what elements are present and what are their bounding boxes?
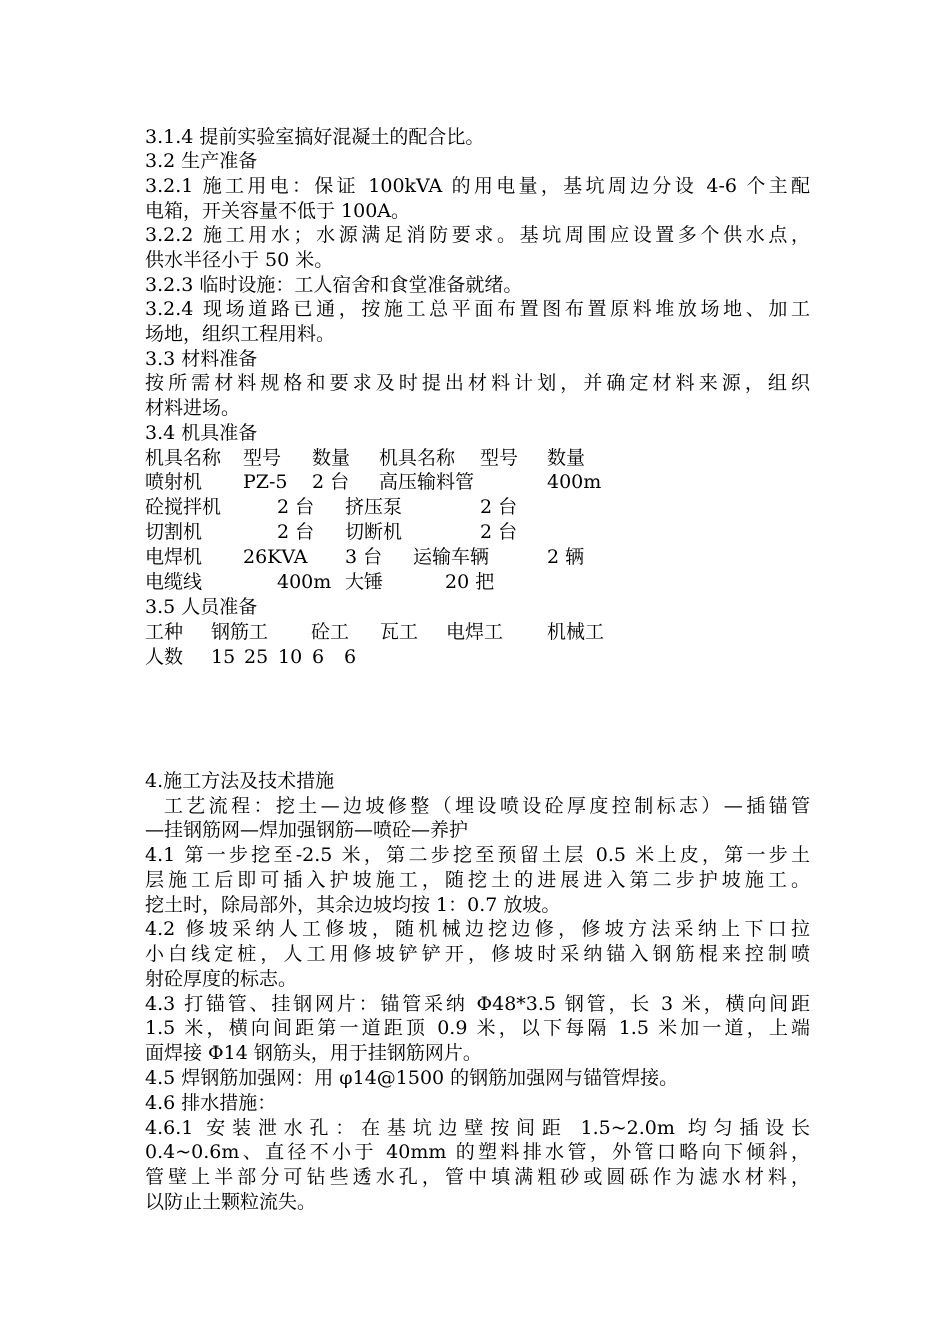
para-4-3-line-1: 4.3 打锚管、挂钢网片：锚管采纳 Φ48*3.5 钢管，长 3 米，横向间距 bbox=[145, 993, 810, 1015]
equipment-cell: 400m bbox=[547, 471, 602, 493]
equipment-cell: 运输车辆 bbox=[413, 546, 490, 568]
para-4-3-line-2: 1.5 米，横向间距第一道距顶 0.9 米，以下每隔 1.5 米加一道，上端 bbox=[145, 1017, 810, 1039]
staff-header-cell: 机械工 bbox=[547, 621, 605, 643]
staff-header-cell: 砼工 bbox=[311, 621, 350, 643]
equipment-table-row bbox=[145, 520, 810, 544]
equipment-header-qty-1: 数量 bbox=[312, 447, 351, 469]
equipment-cell: 20 把 bbox=[445, 571, 495, 593]
equipment-cell: 切割机 bbox=[145, 521, 203, 543]
equipment-table-row bbox=[145, 495, 810, 519]
equipment-cell: 挤压泵 bbox=[345, 496, 403, 518]
equipment-header-model-1: 型号 bbox=[243, 447, 282, 469]
text-3-2-3: 3.2.3 临时设施：工人宿舍和食堂准备就绪。 bbox=[145, 274, 523, 296]
para-3-2-2-line-1: 3.2.2 施工用水；水源满足消防要求。基坑周围应设置多个供水点， bbox=[145, 224, 810, 246]
text-4-6: 4.6 排水措施： bbox=[145, 1092, 277, 1114]
equipment-cell: 2 台 bbox=[277, 521, 315, 543]
staff-count-cell: 6 bbox=[344, 646, 357, 668]
para-3-2-1-line-1: 3.2.1 施工用电：保证 100kVA 的用电量，基坑周边分设 4-6 个主配 bbox=[145, 175, 810, 197]
equipment-cell: 2 台 bbox=[312, 471, 350, 493]
equipment-cell: 电焊机 bbox=[145, 546, 203, 568]
staff-header-cell: 钢筋工 bbox=[211, 621, 269, 643]
staff-count-cell: 10 bbox=[278, 646, 303, 668]
para-3-2-4-line-1: 3.2.4 现场道路已通，按施工总平面布置图布置原料堆放场地、加工 bbox=[145, 298, 810, 320]
para-3-2-2-line-2: 供水半径小于 50 米。 bbox=[145, 249, 334, 271]
equipment-cell: 2 台 bbox=[277, 496, 315, 518]
para-4-2-line-3: 射砼厚度的标志。 bbox=[145, 968, 298, 990]
equipment-cell: 切断机 bbox=[345, 521, 403, 543]
process-line-1: 工艺流程：挖土—边坡修整（埋设喷设砼厚度控制标志）—插锚管 bbox=[145, 795, 810, 817]
equipment-cell: 2 辆 bbox=[547, 546, 585, 568]
heading-3-3: 3.3 材料准备 bbox=[145, 348, 258, 370]
equipment-cell: 26KVA bbox=[243, 546, 308, 568]
para-4-1-line-3: 挖土时，除局部外，其余边坡均按 1：0.7 放坡。 bbox=[145, 894, 561, 916]
staff-header-cell: 电焊工 bbox=[446, 621, 504, 643]
equipment-cell: 3 台 bbox=[345, 546, 383, 568]
equipment-table-row bbox=[145, 545, 810, 569]
equipment-cell: 大锤 bbox=[345, 571, 384, 593]
staff-count-cell: 25 bbox=[244, 646, 269, 668]
equipment-table-row bbox=[145, 570, 810, 594]
para-4-6-1-line-1: 4.6.1 安装泄水孔：在基坑边壁按间距 1.5~2.0m 均匀插设长 bbox=[145, 1117, 810, 1139]
heading-3-2: 3.2 生产准备 bbox=[145, 150, 258, 172]
staff-table-counts bbox=[145, 645, 810, 669]
equipment-table-row bbox=[145, 470, 810, 494]
para-4-6-1-line-3: 管壁上半部分可钻些透水孔，管中填满粗砂或圆砾作为滤水材料， bbox=[145, 1166, 810, 1188]
para-4-3-line-3: 面焊接 Φ14 钢筋头，用于挂钢筋网片。 bbox=[145, 1042, 482, 1064]
equipment-header-name-1: 机具名称 bbox=[145, 447, 222, 469]
para-4-1-line-2: 层施工后即可插入护坡施工，随挖土的进展进入第二步护坡施工。 bbox=[145, 869, 810, 891]
equipment-cell: 400m bbox=[277, 571, 332, 593]
para-4-1-line-1: 4.1 第一步挖至-2.5 米，第二步挖至预留土层 0.5 米上皮，第一步土 bbox=[145, 844, 810, 866]
equipment-cell: 电缆线 bbox=[145, 571, 203, 593]
staff-table-header bbox=[145, 620, 810, 644]
para-3-2-4-line-2: 场地，组织工程用料。 bbox=[145, 323, 336, 345]
equipment-cell: PZ-5 bbox=[243, 471, 288, 493]
staff-count-cell: 15 bbox=[211, 646, 236, 668]
equipment-header-model-2: 型号 bbox=[480, 447, 519, 469]
equipment-table-header bbox=[145, 446, 810, 470]
heading-3-4: 3.4 机具准备 bbox=[145, 422, 258, 444]
para-4-6-1-line-2: 0.4~0.6m、直径不小于 40mm 的塑料排水管，外管口略向下倾斜， bbox=[145, 1141, 810, 1163]
text-3-1-4: 3.1.4 提前实验室搞好混凝土的配合比。 bbox=[145, 126, 485, 148]
process-line-2: —挂钢筋网—焊加强钢筋—喷砼—养护 bbox=[145, 819, 469, 841]
equipment-cell: 喷射机 bbox=[145, 471, 203, 493]
equipment-header-name-2: 机具名称 bbox=[379, 447, 456, 469]
heading-section-4: 4.施工方法及技术措施 bbox=[145, 770, 335, 792]
para-4-2-line-1: 4.2 修坡采纳人工修坡，随机械边挖边修，修坡方法采纳上下口拉 bbox=[145, 918, 810, 940]
staff-count-cell: 6 bbox=[312, 646, 325, 668]
para-3-2-1-line-2: 电箱，开关容量不低于 100A。 bbox=[145, 200, 411, 222]
equipment-cell: 高压输料管 bbox=[379, 471, 475, 493]
equipment-cell: 2 台 bbox=[480, 496, 518, 518]
staff-header-cell: 工种 bbox=[145, 621, 184, 643]
equipment-cell: 砼搅拌机 bbox=[145, 496, 222, 518]
staff-header-cell: 瓦工 bbox=[380, 621, 419, 643]
staff-counts-label: 人数 bbox=[145, 646, 184, 668]
equipment-cell: 2 台 bbox=[480, 521, 518, 543]
para-4-2-line-2: 小白线定桩，人工用修坡铲铲开，修坡时采纳锚入钢筋棍来控制喷 bbox=[145, 943, 810, 965]
para-3-3-line-2: 材料进场。 bbox=[145, 397, 241, 419]
heading-3-5: 3.5 人员准备 bbox=[145, 596, 258, 618]
para-3-3-line-1: 按所需材料规格和要求及时提出材料计划，并确定材料来源，组织 bbox=[145, 372, 810, 394]
text-4-5: 4.5 焊钢筋加强网：用 φ14@1500 的钢筋加强网与锚管焊接。 bbox=[145, 1067, 679, 1089]
para-4-6-1-line-4: 以防止土颗粒流失。 bbox=[145, 1191, 317, 1213]
equipment-header-qty-2: 数量 bbox=[547, 447, 586, 469]
